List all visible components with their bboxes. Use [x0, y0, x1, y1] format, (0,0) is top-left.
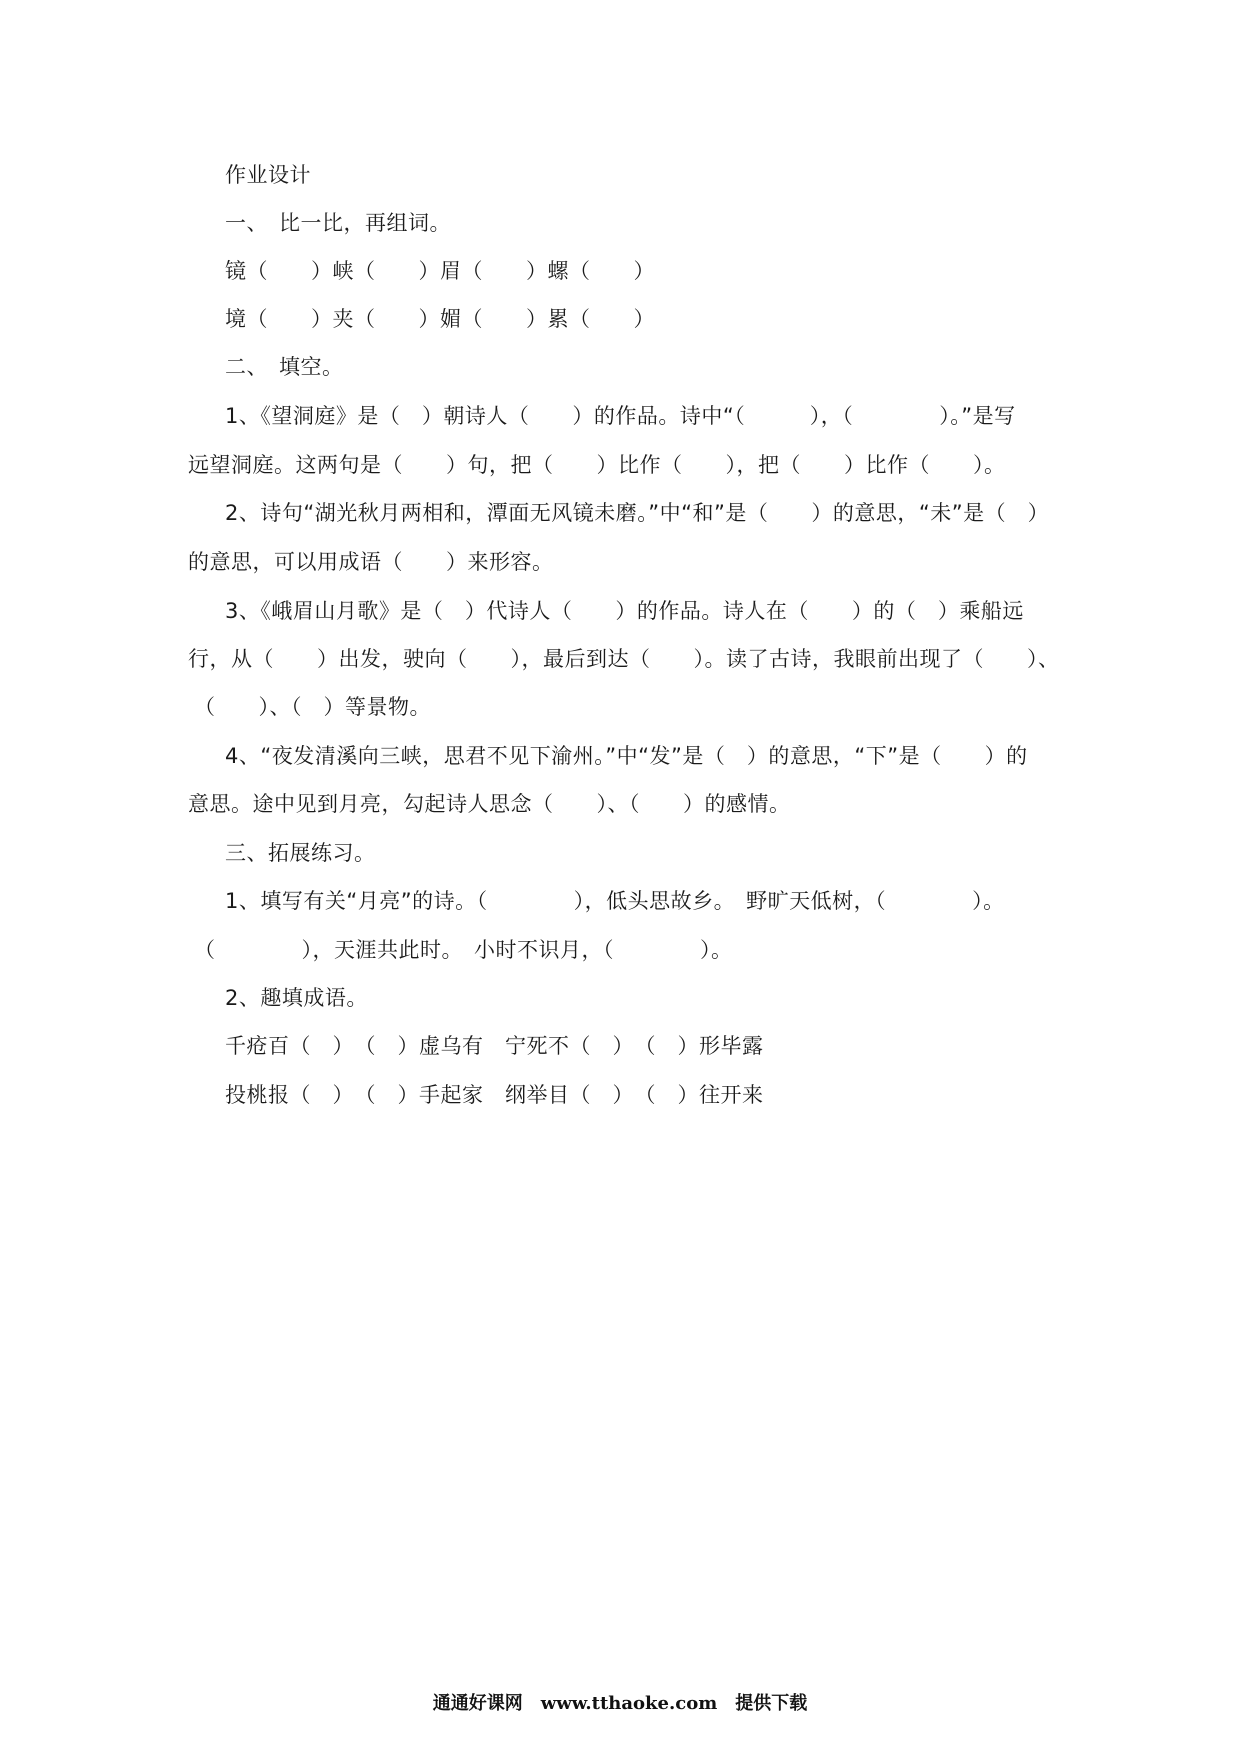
section2-q3-line1: 3、《峨眉山月歌》是（ ）代诗人（ ）的作品。诗人在（ ）的（ ）乘船远 — [225, 599, 1024, 623]
section3-q1-line2: （ ），天涯共此时。 小时不识月，（ ）。 — [194, 938, 733, 962]
idiom-row2: 投桃报（ ） （ ）手起家 纲举目（ ） （ ）往开来 — [225, 1083, 764, 1107]
section2-q4-line1: 4、“夜发清溪向三峡，思君不见下渝州。”中“发”是（ ）的意思，“下”是（ ）的 — [225, 744, 1028, 768]
section2-q1-line1: 1、《望洞庭》是（ ）朝诗人（ ）的作品。诗中“（ ），（ ）。”是写 — [225, 404, 1016, 428]
section2-q4-line2: 意思。途中见到月亮，勾起诗人思念（ ）、（ ）的感情。 — [188, 792, 791, 816]
idiom-row1: 千疮百（ ） （ ）虚乌有 宁死不（ ） （ ）形毕露 — [225, 1034, 764, 1058]
section2-q3-line2: 行，从（ ）出发，驶向（ ），最后到达（ ）。读了古诗，我眼前出现了（ ）、 — [188, 647, 1060, 671]
section3-heading: 三、拓展练习。 — [225, 841, 376, 865]
section2-heading: 二、 填空。 — [225, 355, 344, 379]
section1-heading: 一、 比一比，再组词。 — [225, 211, 451, 235]
document-title: 作业设计 — [225, 163, 311, 187]
section2-q3-line3: （ ）、（ ）等景物。 — [194, 695, 431, 719]
footer-source-note: 通通好课网 www.tthaoke.com 提供下载 — [432, 1693, 808, 1714]
section2-q1-line2: 远望洞庭。这两句是（ ）句，把（ ）比作（ ），把（ ）比作（ ）。 — [188, 453, 1006, 477]
section2-q2-line1: 2、诗句“湖光秋月两相和，潭面无风镜未磨。”中“和”是（ ）的意思，“未”是（ ） — [225, 501, 1050, 525]
section3-q2-heading: 2、趣填成语。 — [225, 986, 368, 1010]
section3-q1-line1: 1、填写有关“月亮”的诗。（ ），低头思故乡。 野旷天低树，（ ）。 — [225, 889, 1005, 913]
section1-row2: 境（ ）夹（ ）媚（ ）累（ ） — [225, 307, 655, 331]
section1-row1: 镜（ ）峡（ ）眉（ ）螺（ ） — [225, 259, 655, 283]
section2-q2-line2: 的意思，可以用成语（ ）来形容。 — [188, 550, 554, 574]
